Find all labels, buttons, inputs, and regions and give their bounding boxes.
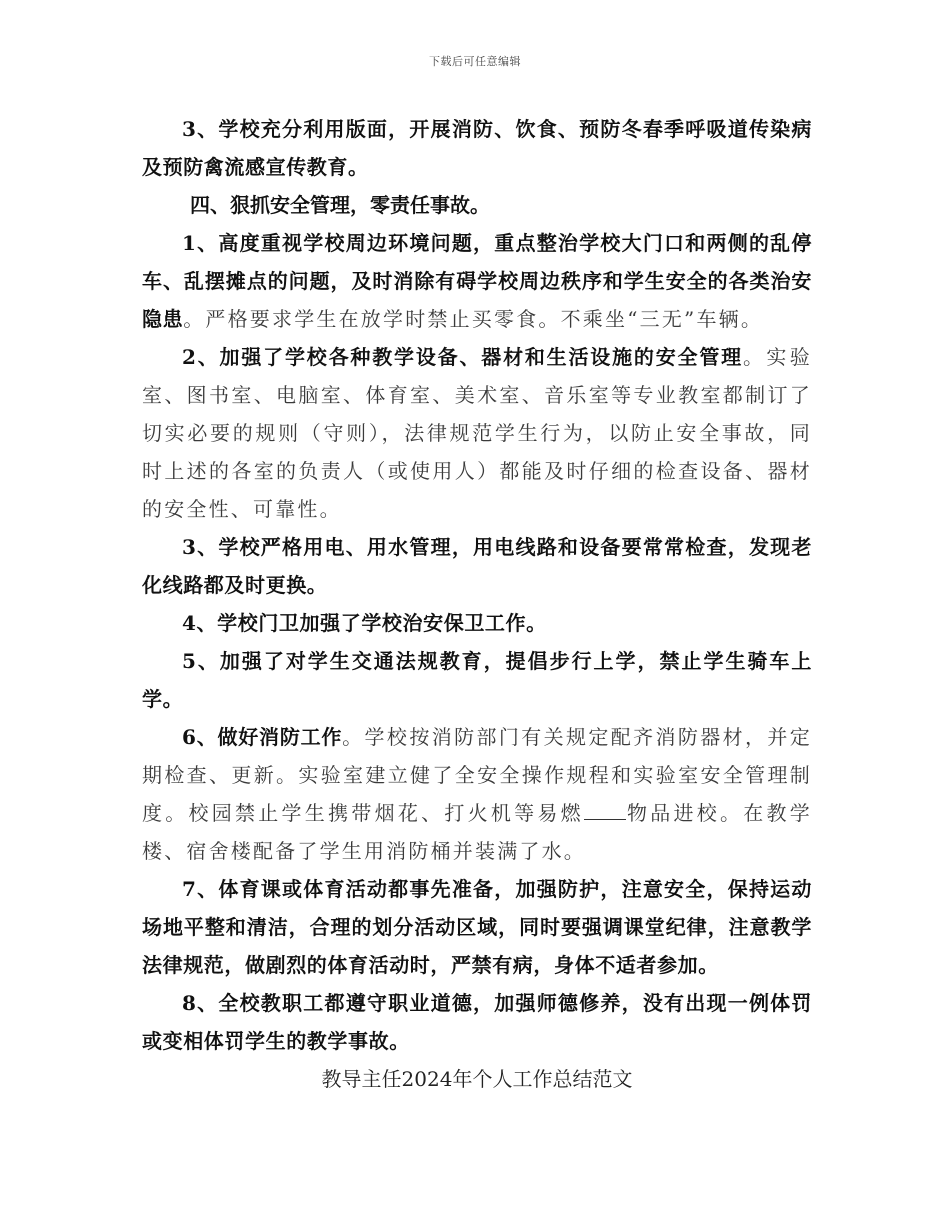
- fill-in-blank: [584, 801, 626, 820]
- paragraph-fire-safety-bold: 6、做好消防工作: [182, 725, 343, 749]
- paragraph-surroundings: [142, 224, 812, 338]
- page-header: 下载后可任意编辑: [429, 55, 521, 68]
- paragraph-fire-safety-normal-b: 物品进校。在教学楼、宿舍楼配备了学生用消防桶并装满了水。: [142, 801, 812, 863]
- paragraph-pe-class: 7、体育课或体育活动都事先准备，加强防护，注意安全，保持运动场地平整和清洁，合理的划分活动区域，同时要强调课堂纪律，注意教学法律规范，做剧烈的体育活动时，严禁有病，身体不适者参加。: [142, 877, 812, 977]
- section-heading-safety: 四、狠抓安全管理，零责任事故。: [190, 193, 490, 217]
- paragraph-surroundings-bold: 1、高度重视学校周边环境问题，重点整治学校大门口和两侧的乱停车、乱摆摊点的问题，及时消除有碍学校周边秩序和学生安全的各类治安隐患: [142, 231, 812, 331]
- paragraph-equipment-bold: 2、加强了学校各种教学设备、器材和生活设施的安全管理: [182, 345, 743, 369]
- paragraph-publicity: 3、学校充分利用版面，开展消防、饮食、预防冬春季呼吸道传染病及预防禽流感宣传教育。: [142, 117, 812, 179]
- paragraph-fire-safety: [142, 718, 812, 870]
- paragraph-surroundings-normal: 。严格要求学生在放学时禁止买零食。不乘坐“三无”车辆。: [183, 307, 764, 331]
- paragraph-equipment: [142, 338, 812, 528]
- document-body: [142, 110, 812, 1098]
- paragraph-equipment-normal: 。实验室、图书室、电脑室、体育室、美术室、音乐室等专业教室都制订了切实必要的规则（守则），法律规范学生行为，以防止安全事故，同时上述的各室的负责人（或使用人）都能及时仔细的检查设备、器材的安全性、可靠性。: [142, 345, 813, 521]
- paragraph-traffic: 5、加强了对学生交通法规教育，提倡步行上学，禁止学生骑车上学。: [142, 649, 812, 711]
- paragraph-gatekeeper: 4、学校门卫加强了学校治安保卫工作。: [182, 611, 547, 635]
- next-document-title: 教导主任2024年个人工作总结范文: [321, 1067, 633, 1091]
- paragraph-ethics: 8、全校教职工都遵守职业道德，加强师德修养，没有出现一例体罚或变相体罚学生的教学事故。: [142, 991, 812, 1053]
- paragraph-fire-safety-normal-a: 。学校按消防部门有关规定配齐消防器材，并定期检查、更新。实验室建立健了全安全操作规程和实验室安全管理制度。校园禁止学生携带烟花、打火机等易燃: [142, 725, 812, 825]
- paragraph-electricity: 3、学校严格用电、用水管理，用电线路和设备要常常检查，发现老化线路都及时更换。: [142, 535, 812, 597]
